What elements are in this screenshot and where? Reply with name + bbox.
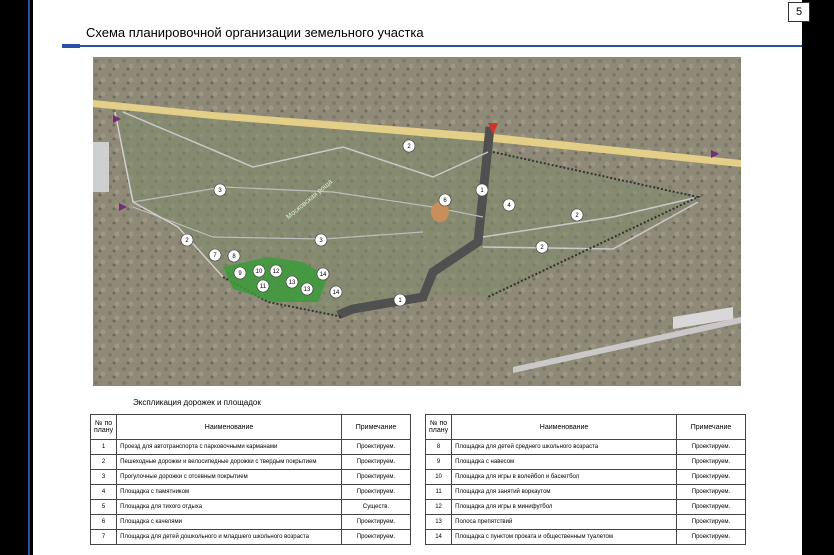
svg-text:8: 8 bbox=[232, 254, 236, 260]
svg-text:7: 7 bbox=[213, 253, 217, 259]
table-row bbox=[91, 500, 411, 515]
row-note: Проектируем. bbox=[677, 470, 746, 485]
callout-11 bbox=[270, 265, 282, 277]
row-name: Площадка с качелями bbox=[117, 515, 342, 530]
table-row bbox=[426, 440, 746, 455]
callout-4 bbox=[503, 199, 515, 211]
row-name: Площадка с памятником bbox=[117, 485, 342, 500]
svg-text:1: 1 bbox=[398, 298, 402, 304]
callout-7 bbox=[228, 250, 240, 262]
callout-5 bbox=[439, 194, 451, 206]
callout-3 bbox=[214, 184, 226, 196]
table-row bbox=[426, 530, 746, 545]
table-row bbox=[426, 515, 746, 530]
row-number: 9 bbox=[426, 455, 452, 470]
table-row bbox=[91, 440, 411, 455]
svg-text:6: 6 bbox=[443, 198, 447, 204]
row-number: 4 bbox=[91, 485, 117, 500]
svg-text:3: 3 bbox=[218, 188, 222, 194]
row-number: 10 bbox=[426, 470, 452, 485]
row-note: Проектируем. bbox=[342, 530, 411, 545]
table-row bbox=[426, 470, 746, 485]
table-row bbox=[91, 515, 411, 530]
row-note: Существ. bbox=[342, 500, 411, 515]
row-number: 3 bbox=[91, 470, 117, 485]
row-number: 12 bbox=[426, 500, 452, 515]
callout-8 bbox=[234, 267, 246, 279]
row-number: 5 bbox=[91, 500, 117, 515]
callout-12b bbox=[301, 283, 313, 295]
callout-13 bbox=[317, 268, 329, 280]
table-row bbox=[91, 470, 411, 485]
table-row bbox=[91, 485, 411, 500]
row-number: 13 bbox=[426, 515, 452, 530]
row-name: Пешеходные дорожки и велосипедные дорожки с твердым покрытием bbox=[117, 455, 342, 470]
row-name: Площадка для игры в волейбол и баскетбол bbox=[452, 470, 677, 485]
legend-table-right bbox=[425, 414, 746, 545]
legend-header-row bbox=[426, 415, 746, 440]
row-note: Проектируем. bbox=[677, 440, 746, 455]
svg-text:2: 2 bbox=[185, 238, 189, 244]
callout-2b bbox=[571, 209, 583, 221]
svg-text:14: 14 bbox=[319, 272, 327, 278]
row-name: Площадка с навесом bbox=[452, 455, 677, 470]
page-title: Схема планировочной организации земельного участка bbox=[86, 25, 424, 40]
callout-9 bbox=[253, 265, 265, 277]
row-name: Площадка для детей среднего школьного возраста bbox=[452, 440, 677, 455]
page-left-bar bbox=[28, 0, 30, 555]
svg-text:13: 13 bbox=[288, 280, 296, 286]
table-row bbox=[91, 455, 411, 470]
callout-2 bbox=[403, 140, 415, 152]
row-note: Проектируем. bbox=[342, 515, 411, 530]
table-row bbox=[91, 530, 411, 545]
callout-1b bbox=[394, 294, 406, 306]
row-number: 6 bbox=[91, 515, 117, 530]
col-name: Наименование bbox=[117, 415, 342, 440]
svg-text:12: 12 bbox=[272, 269, 280, 275]
row-number: 7 bbox=[91, 530, 117, 545]
row-note: Проектируем. bbox=[677, 500, 746, 515]
legend-table-left bbox=[90, 414, 411, 545]
callout-14 bbox=[330, 286, 342, 298]
svg-text:4: 4 bbox=[507, 203, 511, 209]
row-name: Проезд для автотранспорта с парковочными карманами bbox=[117, 440, 342, 455]
svg-text:10: 10 bbox=[255, 269, 263, 275]
svg-text:2: 2 bbox=[407, 144, 411, 150]
row-number: 14 bbox=[426, 530, 452, 545]
svg-text:2: 2 bbox=[540, 245, 544, 251]
row-note: Проектируем. bbox=[342, 485, 411, 500]
legend-header-row bbox=[91, 415, 411, 440]
callout-10 bbox=[257, 280, 269, 292]
table-row bbox=[426, 485, 746, 500]
row-note: Проектируем. bbox=[342, 440, 411, 455]
callout-3b bbox=[315, 234, 327, 246]
page-number: 5 bbox=[788, 2, 810, 22]
callout-1 bbox=[476, 184, 488, 196]
col-note: Примечание bbox=[677, 415, 746, 440]
table-row bbox=[426, 500, 746, 515]
legend-title: Экспликация дорожек и площадок bbox=[133, 398, 261, 407]
col-num: № по плану bbox=[426, 415, 452, 440]
callout-12 bbox=[286, 276, 298, 288]
left-building bbox=[93, 142, 109, 192]
title-accent bbox=[62, 44, 80, 48]
row-name: Прогулочные дорожки с отсевным покрытием bbox=[117, 470, 342, 485]
table-row bbox=[426, 455, 746, 470]
callout-2d bbox=[536, 241, 548, 253]
col-note: Примечание bbox=[342, 415, 411, 440]
svg-text:13: 13 bbox=[303, 287, 311, 293]
col-num: № по плану bbox=[91, 415, 117, 440]
col-name: Наименование bbox=[452, 415, 677, 440]
row-name: Площадка с пунктом проката и общественным туалетом bbox=[452, 530, 677, 545]
callout-2c bbox=[181, 234, 193, 246]
row-note: Проектируем. bbox=[677, 515, 746, 530]
svg-text:1: 1 bbox=[480, 188, 484, 194]
row-name: Площадка для тихого отдыха bbox=[117, 500, 342, 515]
row-number: 8 bbox=[426, 440, 452, 455]
row-note: Проектируем. bbox=[677, 455, 746, 470]
row-name: Площадка для занятий воркаутом bbox=[452, 485, 677, 500]
row-name: Полоса препятствий bbox=[452, 515, 677, 530]
svg-text:14: 14 bbox=[332, 290, 340, 296]
svg-text:3: 3 bbox=[319, 238, 323, 244]
row-note: Проектируем. bbox=[342, 470, 411, 485]
svg-text:2: 2 bbox=[575, 213, 579, 219]
row-note: Проектируем. bbox=[677, 530, 746, 545]
callout-6 bbox=[209, 249, 221, 261]
row-name: Площадка для детей дошкольного и младшего школьного возраста bbox=[117, 530, 342, 545]
row-name: Площадка для игры в минифутбол bbox=[452, 500, 677, 515]
row-number: 1 bbox=[91, 440, 117, 455]
svg-text:9: 9 bbox=[238, 271, 242, 277]
site-plan-map bbox=[93, 57, 741, 386]
row-note: Проектируем. bbox=[677, 485, 746, 500]
row-number: 2 bbox=[91, 455, 117, 470]
row-note: Проектируем. bbox=[342, 455, 411, 470]
map-label: Московская роща bbox=[285, 178, 335, 222]
svg-text:11: 11 bbox=[259, 284, 267, 290]
row-number: 11 bbox=[426, 485, 452, 500]
title-underline bbox=[62, 45, 802, 47]
